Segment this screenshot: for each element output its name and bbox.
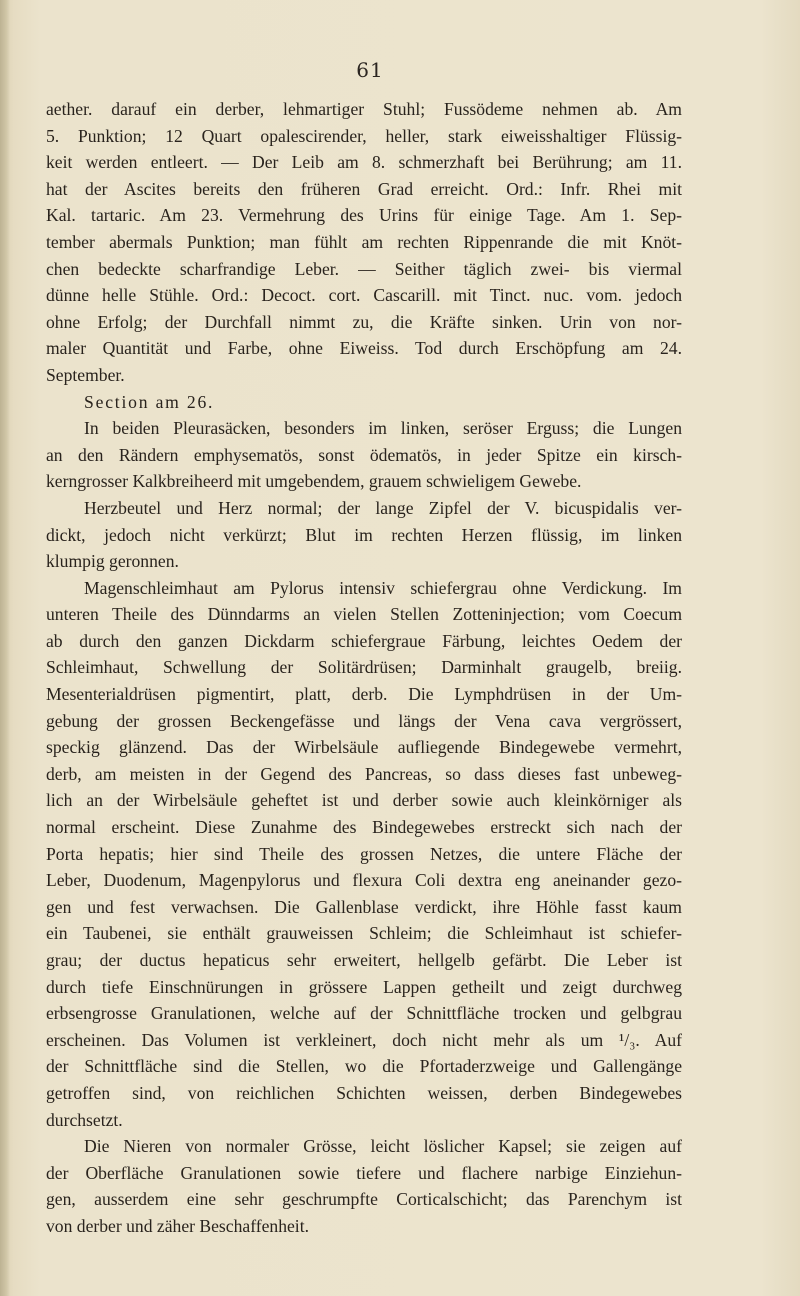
- page-number: 61: [356, 58, 384, 82]
- text-line: derb, am meisten in der Gegend des Pancreas, so dass dieses fast unbeweg-: [46, 763, 682, 784]
- text-line: Porta hepatis; hier sind Theile des grossen Netzes, die untere Fläche der: [46, 843, 682, 864]
- text-line: Schleimhaut, Schwellung der Solitärdrüsen; Darminhalt graugelb, breiig.: [46, 657, 682, 678]
- section-heading: Section am 26.: [84, 391, 215, 412]
- text-line: dünne helle Stühle. Ord.: Decoct. cort. Cascarill. mit Tinct. nuc. vom. jedoch: [46, 285, 682, 306]
- text-line: unteren Theile des Dünndarms an vielen Stellen Zotteninjection; vom Coecum: [46, 604, 682, 625]
- text-line: dickt, jedoch nicht verkürzt; Blut im rechten Herzen flüssig, im linken: [46, 524, 682, 545]
- text-line: getroffen sind, von reichlichen Schichten weissen, derben Bindegewebes: [46, 1082, 682, 1103]
- text-line: gen, ausserdem eine sehr geschrumpfte Corticalschicht; das Parenchym ist: [46, 1189, 682, 1210]
- text-line: In beiden Pleurasäcken, besonders im linken, seröser Erguss; die Lungen: [84, 418, 682, 439]
- text-line: Die Nieren von normaler Grösse, leicht löslicher Kapsel; sie zeigen auf: [84, 1136, 682, 1157]
- text-line: grau; der ductus hepaticus sehr erweitert, hellgelb gefärbt. Die Leber ist: [46, 950, 682, 970]
- text-line: Magenschleimhaut am Pylorus intensiv schiefergrau ohne Verdickung. Im: [84, 577, 682, 598]
- text-line: ohne Erfolg; der Durchfall nimmt zu, die Kräfte sinken. Urin von nor-: [46, 311, 682, 332]
- text-line: ab durch den ganzen Dickdarm schiefergraue Färbung, leichtes Oedem der: [46, 630, 682, 651]
- text-line: aether. darauf ein derber, lehmartiger Stuhl; Fussödeme nehmen ab. Am: [46, 99, 682, 119]
- text-line: speckig glänzend. Das der Wirbelsäule aufliegende Bindegewebe vermehrt,: [46, 737, 682, 758]
- text-line: maler Quantität und Farbe, ohne Eiweiss. Tod durch Erschöpfung am 24.: [46, 338, 682, 359]
- text-line: chen bedeckte scharfrandige Leber. — Seither täglich zwei- bis viermal: [46, 258, 682, 279]
- page-spine-shadow: [0, 0, 10, 1296]
- text-line: der Oberfläche Granulationen sowie tiefere und flachere narbige Einziehun-: [46, 1162, 682, 1183]
- text-line: erscheinen. Das Volumen ist verkleinert, doch nicht mehr als um ¹/₃. Auf: [46, 1029, 682, 1050]
- text-line: keit werden entleert. — Der Leib am 8. schmerzhaft bei Berührung; am 11.: [46, 152, 682, 173]
- text-line: normal erscheint. Diese Zunahme des Bindegewebes erstreckt sich nach der: [46, 817, 682, 838]
- text-line: Herzbeutel und Herz normal; der lange Zipfel der V. bicuspidalis ver-: [84, 497, 682, 518]
- text-line: 5. Punktion; 12 Quart opalescirender, heller, stark eiweisshaltiger Flüssig-: [46, 125, 682, 146]
- text-line: hat der Ascites bereits den früheren Grad erreicht. Ord.: Infr. Rhei mit: [46, 178, 682, 199]
- text-line: ein Taubenei, sie enthält grauweissen Schleim; die Schleimhaut ist schiefer-: [46, 923, 682, 944]
- text-line: gebung der grossen Beckengefässe und längs der Vena cava vergrössert,: [46, 710, 682, 731]
- text-line: Kal. tartaric. Am 23. Vermehrung des Urins für einige Tage. Am 1. Sep-: [46, 205, 682, 226]
- text-line: kerngrosser Kalkbreiheerd mit umgebendem, grauem schwieligem Gewebe.: [46, 471, 582, 492]
- text-line: September.: [46, 364, 125, 385]
- text-line: durchsetzt.: [46, 1109, 123, 1130]
- text-line: tember abermals Punktion; man fühlt am rechten Rippenrande die mit Knöt-: [46, 231, 682, 252]
- text-line: klumpig geronnen.: [46, 551, 179, 572]
- text-line: lich an der Wirbelsäule geheftet ist und derber sowie auch kleinkörniger als: [46, 790, 682, 811]
- text-line: Mesenterialdrüsen pigmentirt, platt, derb. Die Lymphdrüsen in der Um-: [46, 684, 682, 705]
- text-line: von derber und zäher Beschaffenheit.: [46, 1215, 309, 1236]
- text-line: Leber, Duodenum, Magenpylorus und flexura Coli dextra eng aneinander gezo-: [46, 870, 682, 891]
- body-text: [46, 96, 682, 1240]
- text-line: der Schnittfläche sind die Stellen, wo die Pfortaderzweige und Gallengänge: [46, 1056, 682, 1077]
- text-line: gen und fest verwachsen. Die Gallenblase verdickt, ihre Höhle fasst kaum: [46, 896, 682, 917]
- text-line: durch tiefe Einschnürungen in grössere Lappen getheilt und zeigt durchweg: [46, 976, 682, 997]
- text-line: erbsengrosse Granulationen, welche auf der Schnittfläche trocken und gelbgrau: [46, 1003, 682, 1024]
- text-line: an den Rändern emphysematös, sonst ödematös, in jeder Spitze ein kirsch-: [46, 444, 682, 465]
